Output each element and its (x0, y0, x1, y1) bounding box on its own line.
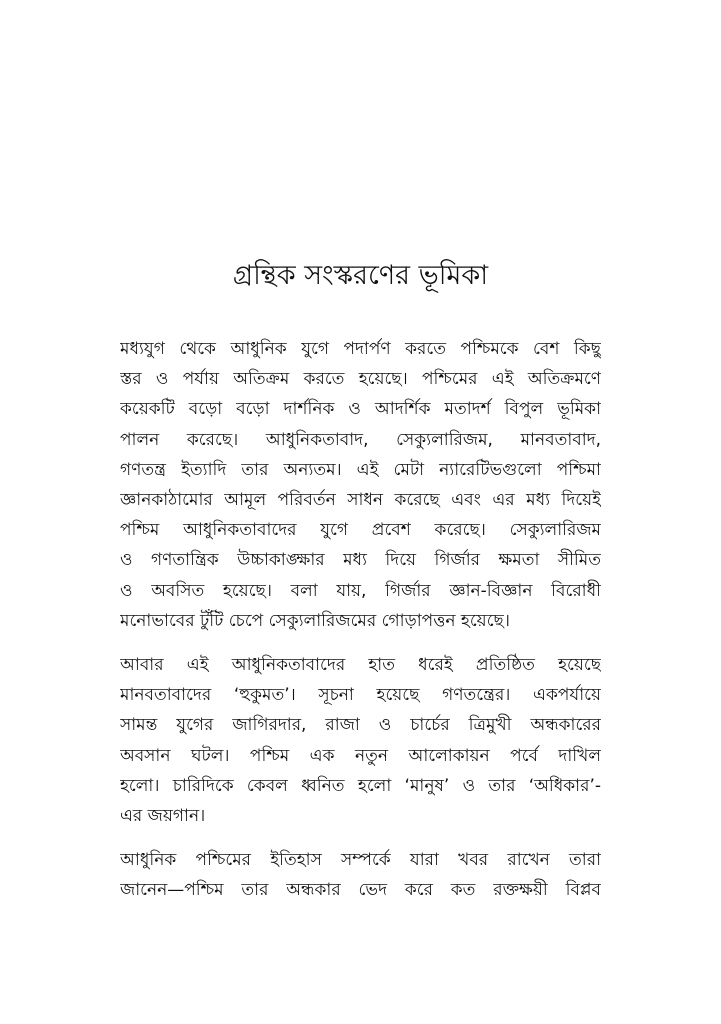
text-line: মানবতাবাদের ‘হুকুমত’। সূচনা হয়েছে গণতন্ত্রের। একপর্যায়ে (120, 685, 601, 706)
paragraph-2 (120, 650, 601, 831)
text-line: আবার এই আধুনিকতাবাদের হাত ধরেই প্রতিষ্ঠিত হয়েছে (120, 655, 601, 676)
paragraph-3 (120, 845, 601, 905)
body-text (120, 334, 601, 920)
text-line: হলো। চারিদিকে কেবল ধ্বনিত হলো ‘মানুষ’ ও তার ‘অধিকার’- (120, 775, 601, 796)
text-line: মনোভাবের টুঁটি চেপে সেক্যুলারিজমের গোড়াপত্তন হয়েছে। (120, 610, 510, 631)
text-line: অবসান ঘটল। পশ্চিম এক নতুন আলোকায়ন পর্বে দাখিল (120, 745, 601, 766)
text-line: কয়েকটি বড়ো বড়ো দার্শনিক ও আদর্শিক মতাদর্শ বিপুল ভূমিকা (120, 399, 601, 420)
text-line: পশ্চিম আধুনিকতাবাদের যুগে প্রবেশ করেছে। সেক্যুলারিজম (120, 520, 601, 541)
text-line: জানেন—পশ্চিম তার অন্ধকার ভেদ করে কত রক্তক্ষয়ী বিপ্লব (120, 880, 601, 901)
text-line: মধ্যযুগ থেকে আধুনিক যুগে পদার্পণ করতে পশ্চিমকে বেশ কিছু (120, 339, 601, 359)
text-line: পালন করেছে। আধুনিকতাবাদ, সেক্যুলারিজম, মানবতাবাদ, (120, 429, 601, 450)
page-title: গ্রন্থিক সংস্করণের ভূমিকা (232, 260, 489, 291)
text-line: জ্ঞানকাঠামোর আমূল পরিবর্তন সাধন করেছে এবং এর মধ্য দিয়েই (120, 490, 601, 511)
text-line: ও গণতান্ত্রিক উচ্চাকাঙ্ক্ষার মধ্য দিয়ে গির্জার ক্ষমতা সীমিত (120, 550, 601, 571)
text-line: ও অবসিত হয়েছে। বলা যায়, গির্জার জ্ঞান-বিজ্ঞান বিরোধী (120, 580, 601, 601)
paragraph-1 (120, 334, 601, 636)
text-line: এর জয়গান। (120, 806, 206, 827)
text-line: স্তর ও পর্যায় অতিক্রম করতে হয়েছে। পশ্চিমের এই অতিক্রমণে (120, 369, 601, 390)
text-line: আধুনিক পশ্চিমের ইতিহাস সম্পর্কে যারা খবর রাখেন তারা (120, 850, 601, 871)
text-line: গণতন্ত্র ইত্যাদি তার অন্যতম। এই মেটা ন্যারেটিভগুলো পশ্চিমা (120, 459, 601, 480)
text-line: সামন্ত যুগের জাগিরদার, রাজা ও চার্চের ত্রিমুখী অন্ধকারের (120, 715, 601, 736)
